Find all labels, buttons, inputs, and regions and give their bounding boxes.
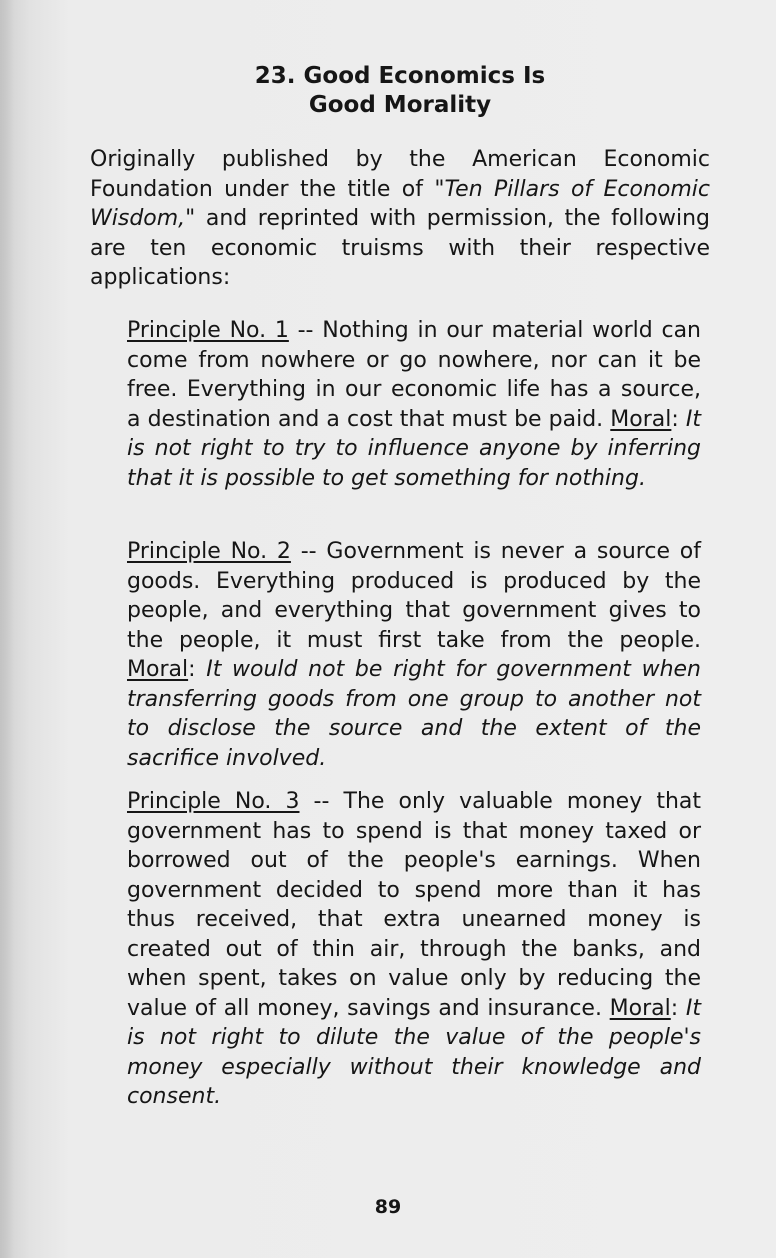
- principle-2-moral-text: It would not be right for government when transferring goods from one group to another not to disclose the source and the extent of the sacrifice involved.: [127, 657, 701, 771]
- chapter-title: [90, 62, 710, 120]
- principle-2-moral-label: Moral: [127, 657, 189, 682]
- intro-text-1: Originally published by the American Economic Foundation under the title of: [90, 147, 710, 202]
- principle-3-label: Principle No. 3: [127, 789, 300, 814]
- principle-2-paragraph: Principle No. 2 -- Government is never a source of goods. Everything produced is produced by the people, and everything that government gives to the people, it must first take from the people. Moral: It would not be right for government when transferring goods from one group to another not to disclose the source and the extent of the sacrifice involved.: [127, 539, 701, 771]
- principle-1-moral-label: Moral: [610, 406, 672, 432]
- principle-3-moral-text: It is not right to dilute the value of the people's money especially without their knowledge and consent.: [127, 995, 702, 1109]
- intro-paragraph: [90, 145, 710, 293]
- binding-shadow: [0, 0, 14, 1258]
- principle-3-body: -- The only valuable money that government has to spend is that money taxed or borrowed out of the people's earnings. When government decided to spend more than it has thus received, that extra unearned money is created out of thin air, through the banks, and when spent, takes on value only by reducing the value of all money, savings and insurance.: [127, 789, 701, 1021]
- principle-1-moral-text: It is not right to try to influence anyone by inferring that it is possible to get something for nothing.: [127, 406, 702, 491]
- page-number: 89: [374, 1196, 402, 1218]
- principle-3-moral-label: Moral: [609, 995, 671, 1021]
- chapter-title-line-1: 23. Good Economics Is: [254, 63, 546, 89]
- principle-2-body: -- Government is never a source of goods. Everything produced is produced by the people, and everything that government gives to the people, it must first take from the people.: [127, 539, 701, 653]
- principle-1-label: Principle No. 1: [127, 318, 289, 343]
- principle-3-paragraph: Principle No. 3 -- The only valuable money that government has to spend is that money taxed or borrowed out of the people's earnings. When government decided to spend more than it has thus received, that extra unearned money is created out of thin air, through the banks, and when spent, takes on value only by reducing the value of all money, savings and insurance. Moral: It is not right to dilute the value of the people's money especially without their knowledge and consent.: [127, 789, 702, 1109]
- principle-1-paragraph: Principle No. 1 -- Nothing in our material world can come from nowhere or go nowhere, nor can it be free. Everything in our economic life has a source, a destination and a cost that must be paid. Moral: It is not right to try to influence anyone by inferring that it is possible to get something for nothing.: [127, 318, 702, 491]
- principle-2-label: Principle No. 2: [127, 539, 291, 564]
- intro-text-2: and reprinted with permission, the following are ten economic truisms with their respective applications:: [90, 206, 710, 290]
- principle-1-body: -- Nothing in our material world can come from nowhere or go nowhere, nor can it be free. Everything in our economic life has a source, a destination and a cost that must be paid.: [127, 318, 702, 432]
- intro-source-title: "Ten Pillars of Economic Wisdom,": [90, 176, 710, 231]
- chapter-title-line-2: Good Morality: [308, 92, 492, 118]
